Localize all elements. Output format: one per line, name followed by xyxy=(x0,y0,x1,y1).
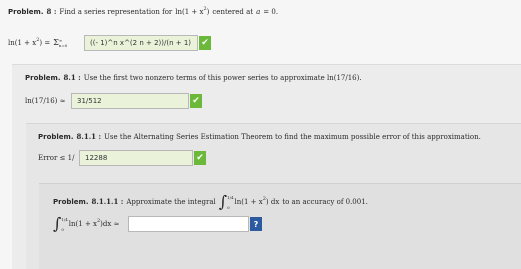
problem-heading: Problem. xyxy=(53,198,89,206)
problem-8-answer-input[interactable] xyxy=(84,35,198,51)
lhs-integrand: ln(1 + x xyxy=(68,220,97,228)
check-icon xyxy=(190,94,202,108)
lhs-expression: ln(1 + x xyxy=(8,39,37,47)
problem-text: Approximate the integral xyxy=(126,198,216,206)
sum-upper: ∞ xyxy=(58,38,63,43)
question-glyph: ? xyxy=(253,219,259,229)
problem-8-1-1-1-lhs xyxy=(53,214,120,233)
problem-8-1-1-statement xyxy=(38,132,481,142)
problem-heading: Problem. xyxy=(25,74,61,82)
problem-number: 8.1.1 : xyxy=(76,132,102,141)
sigma-symbol: Σ xyxy=(53,38,59,47)
problem-8-1-statement xyxy=(25,73,362,83)
lhs-exp: 2 xyxy=(96,218,101,224)
int-upper: 1/4 xyxy=(61,216,68,222)
integrand-exp: 2 xyxy=(262,196,266,202)
center-var: a xyxy=(256,8,261,16)
int-lower: 0 xyxy=(227,204,230,210)
integrand-close: ) dx xyxy=(265,198,280,206)
problem-8-1-1-1-statement xyxy=(53,192,368,211)
answer-value: 31/512 xyxy=(77,97,102,105)
problem-text: Use the Alternating Series Estimation Theorem to find the maximum possible error of this approximation. xyxy=(104,133,481,141)
problem-heading: Problem. xyxy=(8,8,44,16)
math-func: ln(1 + x xyxy=(175,8,204,16)
integrand: ln(1 + x xyxy=(234,198,263,206)
lhs-exp: 2 xyxy=(36,37,40,43)
check-icon xyxy=(194,151,206,165)
problem-heading: Problem. xyxy=(38,133,74,141)
answer-value: ((- 1)^n x^(2 n + 2))/(n + 1) xyxy=(90,39,192,47)
problem-8-1-lhs xyxy=(25,96,65,106)
centered-label: centered at xyxy=(212,8,254,16)
problem-8-statement xyxy=(8,7,278,17)
lhs-expression: ln(17/16) ≈ xyxy=(25,97,66,105)
check-glyph: ✔ xyxy=(201,38,209,48)
int-lower: 0 xyxy=(61,226,64,232)
help-icon[interactable] xyxy=(250,217,262,231)
lhs-close: )dx ≈ xyxy=(100,220,120,228)
lhs-close: ) = xyxy=(39,39,51,47)
check-icon xyxy=(199,36,211,50)
center-value: = 0. xyxy=(263,8,279,16)
problem-text: Use the first two nonzero terms of this power series to approximate ln(17/16). xyxy=(83,74,362,82)
integral-limits xyxy=(61,217,67,232)
problem-number: 8 : xyxy=(46,7,57,16)
math-close: ) xyxy=(206,8,210,16)
integral-symbol: ∫ xyxy=(53,214,62,233)
problem-8-1-1-lhs xyxy=(38,153,75,163)
problem-8-answer-row xyxy=(8,38,68,48)
problem-text: Find a series representation for xyxy=(59,8,173,16)
answer-value: 12288 xyxy=(85,154,108,162)
lhs-expression: Error ≤ 1/ xyxy=(38,154,75,162)
math-exp: 2 xyxy=(203,6,207,12)
sum-limits xyxy=(59,38,67,48)
int-upper: 1/4 xyxy=(227,194,234,200)
check-glyph: ✔ xyxy=(192,96,200,106)
problem-8-1-answer-input[interactable] xyxy=(71,93,189,109)
integral-limits xyxy=(227,195,233,210)
accuracy-text: to an accuracy of 0.001. xyxy=(282,198,368,206)
problem-8-1-1-1-answer-input[interactable] xyxy=(128,216,249,232)
problem-number: 8.1 : xyxy=(63,73,81,82)
sum-lower: n=0 xyxy=(58,43,68,48)
check-glyph: ✔ xyxy=(196,153,204,163)
problem-8-1-1-answer-input[interactable] xyxy=(79,150,193,166)
integral-symbol: ∫ xyxy=(218,192,228,211)
problem-number: 8.1.1.1 : xyxy=(91,197,124,206)
